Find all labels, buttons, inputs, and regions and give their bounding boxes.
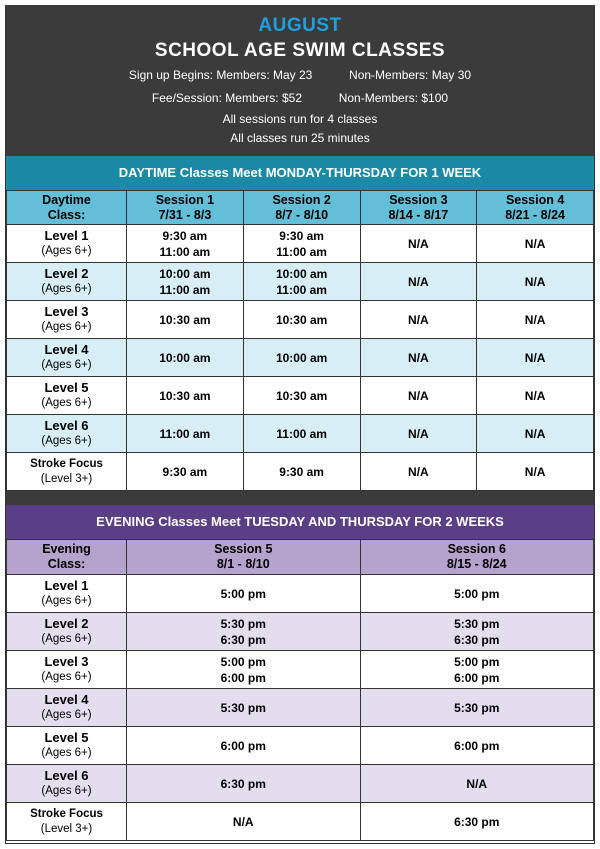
class-time: N/A <box>524 350 546 365</box>
class-age-requirement: (Ages 6+) <box>41 321 92 333</box>
session-time-cell <box>127 613 361 651</box>
session-time-cell <box>243 377 360 415</box>
class-level-cell <box>7 263 127 301</box>
class-level-cell <box>7 575 127 613</box>
class-level-cell <box>7 765 127 803</box>
class-level-name: Level 3 <box>44 304 89 319</box>
session-time-cell <box>360 651 594 689</box>
class-time: 11:00 am <box>276 244 327 259</box>
session-time-cell <box>360 613 594 651</box>
class-level-name: Stroke Focus <box>30 808 103 820</box>
class-level-cell <box>7 651 127 689</box>
class-time: 10:30 am <box>275 388 328 403</box>
session-time-cell <box>477 453 594 491</box>
class-time: 5:30 pm <box>220 616 266 631</box>
class-time: 10:00 am <box>159 350 211 365</box>
class-age-requirement: (Level 3+) <box>40 473 93 485</box>
session-time-cell <box>243 415 360 453</box>
page-title: SCHOOL AGE SWIM CLASSES <box>154 40 446 61</box>
class-time: 9:30 am <box>162 228 208 243</box>
signup-line <box>6 64 594 87</box>
table-row <box>7 575 594 613</box>
session-time-cell <box>127 263 244 301</box>
class-time: N/A <box>524 274 546 289</box>
class-level-name: Level 2 <box>44 266 89 281</box>
class-level-name: Level 2 <box>44 616 89 631</box>
class-level-cell <box>7 301 127 339</box>
class-time: N/A <box>408 236 429 251</box>
class-age-requirement: (Ages 6+) <box>41 785 92 797</box>
class-level-cell <box>7 803 127 841</box>
class-level-name: Level 5 <box>44 380 89 395</box>
note-sessions: All sessions run for 4 classes <box>222 112 378 126</box>
table-row <box>7 765 594 803</box>
class-time: N/A <box>408 388 429 403</box>
session-time-cell <box>360 765 594 803</box>
daytime-header-row <box>7 191 594 225</box>
class-level-cell <box>7 689 127 727</box>
session-time-cell <box>127 453 244 491</box>
class-time: 6:00 pm <box>454 738 500 753</box>
class-time: N/A <box>524 426 546 441</box>
class-level-cell <box>7 727 127 765</box>
session-time-cell <box>127 225 244 263</box>
class-time: 5:00 pm <box>220 586 266 601</box>
class-age-requirement: (Ages 6+) <box>41 283 92 295</box>
class-time: N/A <box>232 814 254 829</box>
note-duration: All classes run 25 minutes <box>230 131 370 145</box>
table-row <box>7 225 594 263</box>
session-time-cell <box>243 263 360 301</box>
class-level-name: Level 6 <box>44 418 89 433</box>
class-time: 11:00 am <box>159 426 211 441</box>
class-time: 9:30 am <box>279 228 324 243</box>
class-time: 11:00 am <box>276 426 327 441</box>
session-time-cell <box>127 339 244 377</box>
session-time-cell <box>127 575 361 613</box>
table-row <box>7 651 594 689</box>
fee-label: Fee/Session: <box>151 91 222 105</box>
class-time: N/A <box>524 464 546 479</box>
session-time-cell <box>360 575 594 613</box>
signup-members: Members: May 23 <box>216 68 313 82</box>
class-time: 5:30 pm <box>454 700 500 715</box>
month-title: AUGUST <box>258 15 342 36</box>
table-row <box>7 613 594 651</box>
daytime-class-header: Daytime Class: <box>7 191 127 225</box>
class-time: N/A <box>408 464 429 479</box>
class-time: N/A <box>408 312 429 327</box>
table-row <box>7 301 594 339</box>
session-time-cell <box>127 415 244 453</box>
class-time: 6:00 pm <box>220 670 266 685</box>
class-age-requirement: (Ages 6+) <box>41 709 92 721</box>
class-age-requirement: (Ages 6+) <box>41 595 92 607</box>
session-time-cell <box>127 301 244 339</box>
session-header: Session 6 8/15 - 8/24 <box>360 540 594 575</box>
session-time-cell <box>127 727 361 765</box>
class-age-requirement: (Level 3+) <box>40 823 93 835</box>
class-age-requirement: (Ages 6+) <box>41 435 92 447</box>
daytime-table <box>6 190 594 491</box>
class-time: 6:30 pm <box>454 632 500 647</box>
table-row <box>7 377 594 415</box>
session-time-cell <box>243 225 360 263</box>
class-time: N/A <box>524 236 546 251</box>
session-time-cell <box>477 377 594 415</box>
class-time: 11:00 am <box>159 244 211 259</box>
class-level-name: Level 3 <box>44 654 89 669</box>
table-row <box>7 415 594 453</box>
class-level-cell <box>7 453 127 491</box>
class-time: N/A <box>524 312 546 327</box>
daytime-table-body <box>7 225 594 491</box>
class-level-name: Level 1 <box>44 578 89 593</box>
session-time-cell <box>243 339 360 377</box>
class-level-cell <box>7 613 127 651</box>
session-time-cell <box>477 225 594 263</box>
session-time-cell <box>360 453 477 491</box>
session-time-cell <box>360 803 594 841</box>
class-age-requirement: (Ages 6+) <box>41 747 92 759</box>
session-time-cell <box>477 263 594 301</box>
table-row <box>7 453 594 491</box>
session-time-cell <box>243 453 360 491</box>
class-level-cell <box>7 225 127 263</box>
session-header: Session 4 8/21 - 8/24 <box>477 191 594 225</box>
class-level-name: Level 5 <box>44 730 89 745</box>
evening-header-row <box>7 540 594 575</box>
session-time-cell <box>243 301 360 339</box>
session-time-cell <box>127 803 361 841</box>
class-time: 10:00 am <box>275 266 328 281</box>
session-header: Session 3 8/14 - 8/17 <box>360 191 477 225</box>
class-level-name: Level 1 <box>44 228 89 243</box>
class-time: N/A <box>466 776 488 791</box>
class-time: N/A <box>408 350 429 365</box>
evening-table-body <box>7 575 594 841</box>
class-time: 10:30 am <box>275 312 328 327</box>
table-row <box>7 263 594 301</box>
daytime-banner: DAYTIME Classes Meet MONDAY-THURSDAY FOR 1 WEEK <box>6 156 594 190</box>
evening-class-header: Evening Class: <box>7 540 127 575</box>
class-age-requirement: (Ages 6+) <box>41 397 92 409</box>
class-time: 10:30 am <box>159 388 211 403</box>
session-header: Session 2 8/7 - 8/10 <box>243 191 360 225</box>
class-time: 6:00 pm <box>454 670 500 685</box>
class-age-requirement: (Ages 6+) <box>41 633 92 645</box>
class-age-requirement: (Ages 6+) <box>41 671 92 683</box>
table-row <box>7 339 594 377</box>
session-time-cell <box>360 377 477 415</box>
class-time: 10:00 am <box>275 350 328 365</box>
session-time-cell <box>360 689 594 727</box>
table-row <box>7 689 594 727</box>
class-time: 11:00 am <box>159 282 211 297</box>
class-time: 9:30 am <box>162 464 208 479</box>
session-time-cell <box>127 765 361 803</box>
class-time: 6:30 pm <box>454 814 500 829</box>
class-time: 5:00 pm <box>454 586 500 601</box>
class-age-requirement: (Ages 6+) <box>41 245 92 257</box>
evening-banner: EVENING Classes Meet TUESDAY AND THURSDAY FOR 2 WEEKS <box>6 505 594 539</box>
class-level-cell <box>7 377 127 415</box>
session-header: Session 5 8/1 - 8/10 <box>127 540 361 575</box>
session-time-cell <box>477 301 594 339</box>
class-time: N/A <box>408 426 429 441</box>
class-time: N/A <box>524 388 546 403</box>
class-time: N/A <box>408 274 429 289</box>
class-level-name: Stroke Focus <box>30 458 103 470</box>
class-time: 9:30 am <box>279 464 324 479</box>
session-time-cell <box>127 377 244 415</box>
session-time-cell <box>360 225 477 263</box>
session-time-cell <box>127 689 361 727</box>
class-time: 10:00 am <box>159 266 211 281</box>
class-time: 5:00 pm <box>220 654 266 669</box>
class-level-cell <box>7 415 127 453</box>
class-time: 5:30 pm <box>454 616 500 631</box>
signup-nonmembers: Non-Members: May 30 <box>349 68 472 82</box>
session-time-cell <box>477 339 594 377</box>
class-time: 11:00 am <box>276 282 327 297</box>
session-header: Session 1 7/31 - 8/3 <box>127 191 244 225</box>
session-time-cell <box>360 415 477 453</box>
session-time-cell <box>477 415 594 453</box>
class-time: 5:00 pm <box>454 654 500 669</box>
signup-label: Sign up Begins: <box>128 68 213 82</box>
class-time: 10:30 am <box>159 312 211 327</box>
fee-nonmembers: Non-Members: $100 <box>338 91 449 105</box>
class-age-requirement: (Ages 6+) <box>41 359 92 371</box>
session-time-cell <box>360 339 477 377</box>
session-time-cell <box>360 263 477 301</box>
fee-members: Members: $52 <box>225 91 302 105</box>
class-level-name: Level 4 <box>44 692 89 707</box>
class-time: 5:30 pm <box>220 700 266 715</box>
class-level-name: Level 6 <box>44 768 89 783</box>
session-time-cell <box>127 651 361 689</box>
evening-table <box>6 539 594 841</box>
session-time-cell <box>360 727 594 765</box>
swim-schedule-flyer <box>5 5 595 844</box>
class-time: 6:30 pm <box>220 632 266 647</box>
fee-line <box>6 87 594 110</box>
flyer-header <box>6 6 594 156</box>
class-level-name: Level 4 <box>44 342 89 357</box>
section-divider <box>6 491 594 505</box>
class-level-cell <box>7 339 127 377</box>
table-row <box>7 803 594 841</box>
class-time: 6:30 pm <box>220 776 266 791</box>
table-row <box>7 727 594 765</box>
session-time-cell <box>360 301 477 339</box>
class-time: 6:00 pm <box>220 738 266 753</box>
